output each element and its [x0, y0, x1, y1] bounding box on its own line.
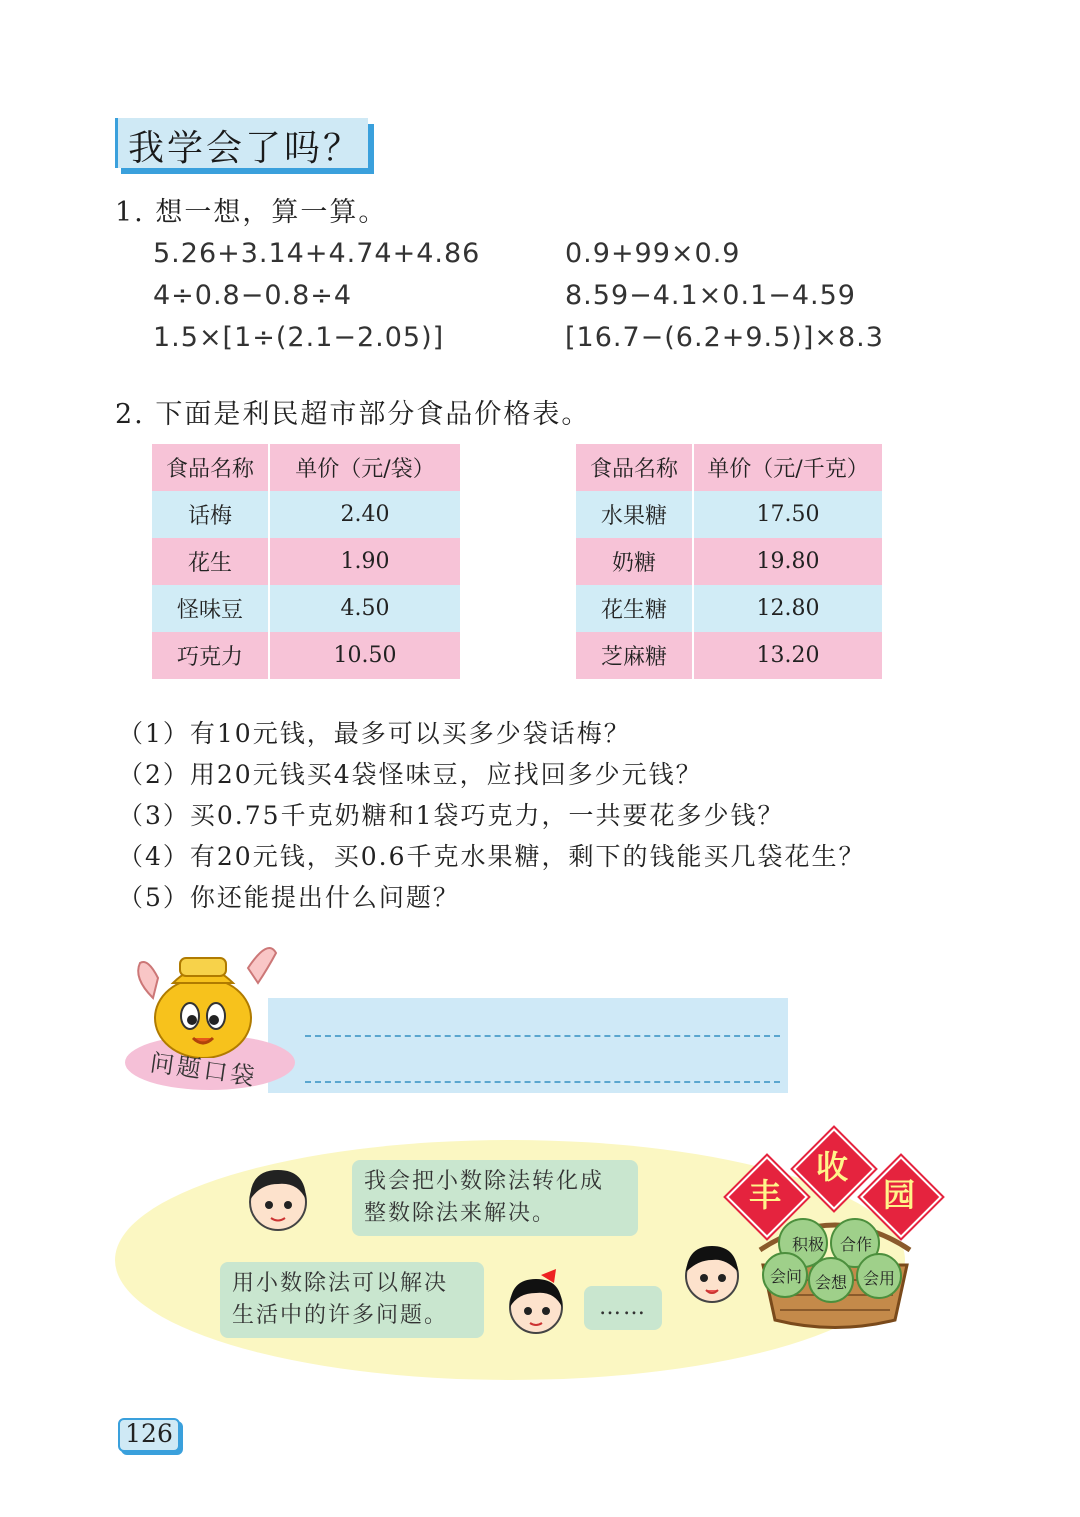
table-row [576, 491, 883, 538]
speech-bubble-2 [220, 1262, 484, 1338]
table-cell-price: 4.50 [269, 585, 461, 632]
sub-question-3: （3）买0.75千克奶糖和1袋巧克力，一共要花多少钱？ [118, 801, 785, 830]
q1-expr-4: 8.59−4.1×0.1−4.59 [565, 280, 856, 311]
girl-avatar-icon [238, 1160, 318, 1240]
table-cell-price: 10.50 [269, 632, 461, 679]
sign-char: 园 [882, 1176, 915, 1214]
table-header-cell: 单价（元/袋） [269, 444, 461, 491]
sub-question-2: （2）用20元钱买4袋怪味豆，应找回多少元钱？ [118, 760, 703, 789]
table-cell-name: 花生糖 [576, 585, 693, 632]
table-cell-name: 怪味豆 [152, 585, 269, 632]
q1-expr-2: 0.9+99×0.9 [565, 238, 741, 269]
table-cell-name: 奶糖 [576, 538, 693, 585]
speech-bubble-1 [352, 1160, 638, 1236]
bubble-1-line-2: 整数除法来解决。 [364, 1201, 557, 1226]
page-number: 126 [125, 1419, 173, 1448]
table-header-cell: 食品名称 [576, 444, 693, 491]
table-row [152, 491, 461, 538]
section-title: 我学会了吗？ [128, 128, 363, 169]
table-cell-price: 13.20 [693, 632, 883, 679]
bubble-2-line-1: 用小数除法可以解决 [232, 1271, 449, 1296]
price-table-right [576, 444, 884, 679]
speech-bubble-3: …… [584, 1286, 662, 1330]
apple-label: 会用 [863, 1269, 896, 1288]
table-row [152, 585, 461, 632]
apple-label: 会问 [770, 1267, 803, 1286]
q2-heading: 2. 下面是利民超市部分食品价格表。 [115, 399, 591, 430]
table-row [152, 632, 461, 679]
table-header-row [152, 444, 461, 491]
table-cell-name: 话梅 [152, 491, 269, 538]
table-header-row [576, 444, 883, 491]
boy-avatar-icon [672, 1232, 752, 1312]
q1-expr-5: 1.5×[1÷(2.1−2.05)] [153, 322, 445, 353]
apple-label: 会想 [815, 1273, 848, 1292]
table-cell-name: 芝麻糖 [576, 632, 693, 679]
q1-expr-6: [16.7−(6.2+9.5)]×8.3 [565, 322, 884, 353]
girl-with-bow-icon [496, 1265, 576, 1345]
bubble-1-line-1: 我会把小数除法转化成 [364, 1169, 605, 1194]
q1-heading: 1. 想一想，算一算。 [115, 197, 388, 228]
price-table-left [152, 444, 462, 679]
sign-char: 丰 [748, 1176, 781, 1214]
answer-line [305, 1035, 780, 1037]
pocket-answer-area [268, 998, 788, 1093]
table-cell-name: 花生 [152, 538, 269, 585]
bubble-2-line-2: 生活中的许多问题。 [232, 1303, 449, 1328]
pocket-label: 问题口袋 [148, 1048, 260, 1092]
q1-expr-1: 5.26+3.14+4.74+4.86 [153, 238, 481, 269]
table-header-cell: 食品名称 [152, 444, 269, 491]
sign-char: 收 [815, 1148, 848, 1186]
q1-expr-3: 4÷0.8−0.8÷4 [153, 280, 353, 311]
table-row [576, 538, 883, 585]
table-cell-price: 1.90 [269, 538, 461, 585]
apple-label: 积极 [792, 1235, 825, 1254]
sub-question-5: （5）你还能提出什么问题？ [118, 883, 460, 912]
table-cell-price: 19.80 [693, 538, 883, 585]
table-cell-name: 水果糖 [576, 491, 693, 538]
table-cell-price: 12.80 [693, 585, 883, 632]
apple-label: 合作 [840, 1235, 873, 1254]
pocket-mascot-icon [118, 928, 288, 1058]
sub-question-4: （4）有20元钱，买0.6千克水果糖，剩下的钱能买几袋花生？ [118, 842, 866, 871]
table-cell-price: 2.40 [269, 491, 461, 538]
answer-line [305, 1081, 780, 1083]
table-cell-name: 巧克力 [152, 632, 269, 679]
table-header-cell: 单价（元/千克） [693, 444, 883, 491]
table-cell-price: 17.50 [693, 491, 883, 538]
table-row [576, 632, 883, 679]
table-row [152, 538, 461, 585]
table-row [576, 585, 883, 632]
sub-question-1: （1）有10元钱，最多可以买多少袋话梅？ [118, 719, 631, 748]
